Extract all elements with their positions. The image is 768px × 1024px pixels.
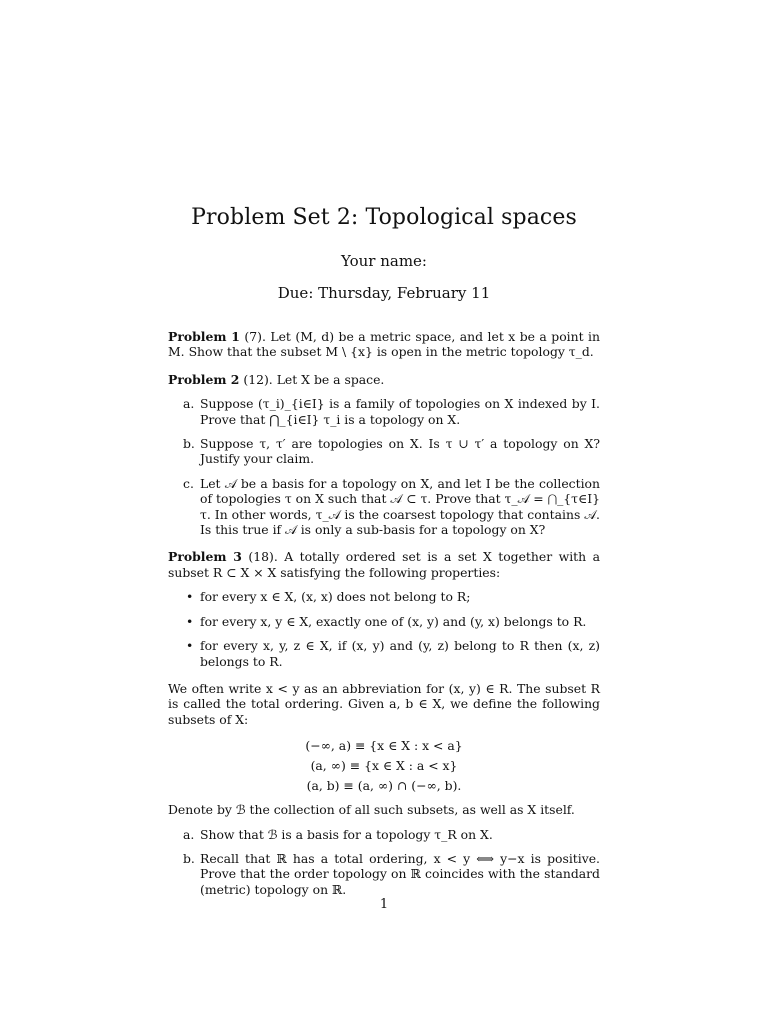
part-text: Show that ℬ is a basis for a topology τ_R on X. [200, 826, 493, 842]
problem-1-points: (7). [244, 329, 266, 344]
problem-3-part-b [168, 851, 600, 897]
part-text: Recall that ℝ has a total ordering, x < y ⟺ y−x is positive. Prove that the order topology on ℝ coincides with the standard (metric) topology on ℝ. [200, 850, 600, 897]
problem-1-heading: Problem 1 [168, 329, 240, 344]
problem-2-intro: Let X be a space. [276, 371, 385, 387]
name-line: Your name: [341, 252, 427, 270]
bullet-icon: • [186, 589, 194, 605]
part-label: b. [183, 850, 195, 866]
due-date: Due: Thursday, February 11 [277, 284, 491, 302]
problem-2-points: (12). [243, 371, 273, 387]
problem-2-part-c [168, 476, 600, 538]
bullet-icon: • [186, 638, 194, 654]
bullet-icon: • [186, 613, 194, 629]
problem-3-points: (18). [248, 549, 278, 565]
interval-left-ray: (−∞, a) ≡ {x ∈ X : x < a} [305, 738, 463, 754]
problem-2-part-a [168, 396, 600, 427]
part-text: Suppose τ, τ′ are topologies on X. Is τ ∪ τ′ a topology on X? Justify your claim. [200, 436, 600, 467]
part-label: a. [183, 396, 195, 412]
property-text: for every x ∈ X, (x, x) does not belong to R; [200, 589, 471, 605]
problem-3-part-a [168, 827, 600, 842]
problem-1 [168, 329, 600, 360]
notation-paragraph: We often write x < y as an abbreviation for (x, y) ∈ R. The subset R is called the total ordering. Given a, b ∈ X, we define the following subsets of X: [168, 680, 600, 727]
problem-3 [168, 549, 600, 897]
problem-body [168, 329, 600, 897]
interval-definitions [168, 736, 600, 796]
interval-right-ray: (a, ∞) ≡ {x ∈ X : a < x} [310, 758, 458, 774]
property-text: for every x, y ∈ X, exactly one of (x, y) and (y, x) belongs to R. [200, 613, 587, 629]
problem-1-text: Let (M, d) be a metric space, and let x be a point in M. Show that the subset M \ {x} is open in the metric topology τ_d. [168, 329, 600, 360]
denote-paragraph: Denote by ℬ the collection of all such subsets, as well as X itself. [168, 802, 575, 818]
property-item [168, 638, 600, 669]
property-item [168, 589, 600, 604]
part-label: b. [183, 436, 195, 452]
problem-3-intro: A totally ordered set is a set X together with a subset R ⊂ X × X satisfying the following properties: [168, 549, 600, 580]
problem-2 [168, 372, 600, 538]
part-text: Let 𝒜 be a basis for a topology on X, and let I be the collection of topologies τ on X such that 𝒜 ⊂ τ. Prove that τ_𝒜 = ⋂_{τ∈I} τ. In other words, τ_𝒜 is the coarsest topology that contains 𝒜. Is this true if 𝒜 is only a sub-basis for a topology on X? [200, 475, 600, 538]
part-label: c. [183, 475, 194, 491]
property-text: for every x, y, z ∈ X, if (x, y) and (y, z) belong to R then (x, z) belongs to R. [200, 638, 600, 669]
problem-2-heading: Problem 2 [168, 371, 240, 387]
problem-2-part-b [168, 436, 600, 467]
part-label: a. [183, 826, 195, 842]
part-text: Suppose (τ_i)_{i∈I} is a family of topologies on X indexed by I. Prove that ⋂_{i∈I} τ_i is a topology on X. [200, 396, 600, 427]
page-title: Problem Set 2: Topological spaces [191, 205, 577, 230]
property-item [168, 614, 600, 629]
page-number: 1 [379, 897, 389, 912]
problem-3-heading: Problem 3 [168, 549, 242, 565]
interval-open: (a, b) ≡ (a, ∞) ∩ (−∞, b). [306, 778, 462, 794]
